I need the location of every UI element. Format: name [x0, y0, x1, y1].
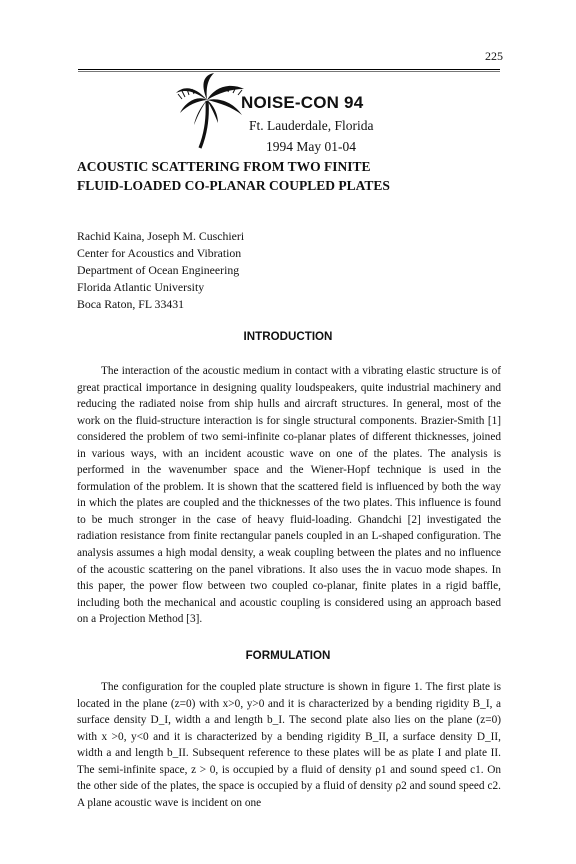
conference-name: NOISE-CON 94	[241, 93, 364, 112]
formulation-paragraph	[77, 679, 501, 811]
paper-title-line-1: ACOUSTIC SCATTERING FROM TWO FINITE	[77, 159, 371, 174]
introduction-paragraph	[77, 363, 501, 628]
author-block	[77, 228, 244, 313]
introduction-text: The interaction of the acoustic medium in contact with a vibrating elastic structure is of great practical importance in designing quality loudspeakers, quite industrial machinery and reducing the radiated noise from ship hulls and aircraft structures. In general, most of the work on the fluid-structure interaction is for single structural components. Brazier-Smith [1] considered the problem of two semi-infinite co-planar plates of different thicknesses, joined in various ways, with an incident acoustic wave on one of the plates. The analysis is performed in the wavenumber space and the Wiener-Hopf technique is used in the formulation of the problem. It is shown that the scattered field is influenced by both the way in which the plates are coupled and the thicknesses of the two plates. This influence is found to be much stronger in the case of heavy fluid-loading. Ghandchi [2] investigated the radiation resistance from finite rectangular panels coupled in an L-shaped configuration. The analysis assumes a high modal density, a weak coupling between the plates and no influence of the acoustic scattering on the panel vibrations. It also uses the in vacuo mode shapes. In this paper, the power flow between two coupled co-planar, finite plates in a rigid baffle, including both the mechanical and acoustic coupling is considered using an approach based on a Projection Method [3].	[77, 365, 501, 626]
page-number: 225	[485, 49, 503, 63]
header-rule	[78, 69, 500, 70]
formulation-heading: FORMULATION	[245, 649, 331, 662]
paper-title-line-2: FLUID-LOADED CO-PLANAR COUPLED PLATES	[77, 178, 390, 193]
conference-location: Ft. Lauderdale, Florida	[249, 118, 374, 133]
header-rule-thin	[78, 71, 500, 72]
formulation-text: The configuration for the coupled plate structure is shown in figure 1. The first plate is located in the plane (z=0) with x>0, y>0 and it is characterized by a bending rigidity B_I, a surface density D_I, width a and length b_I. The second plate also lies on the plane (z=0) with x >0, y<0 and it is characterized by a bending rigidity B_II, a surface density D_II, width a and length b_II. Subsequent reference to these plates will be as plate I and plate II. The semi-infinite space, z > 0, is occupied by a fluid of density ρ1 and sound speed c1. On the other side of the plates, the space is occupied by a fluid of density ρ2 and sound speed c2. A plane acoustic wave is incident on one	[77, 681, 501, 809]
affiliation-line: Department of Ocean Engineering	[77, 263, 240, 277]
palm-tree-icon	[176, 73, 248, 149]
paper-title	[77, 157, 390, 195]
conference-dates: 1994 May 01-04	[266, 139, 356, 154]
affiliation-line: Florida Atlantic University	[77, 280, 205, 294]
introduction-heading: INTRODUCTION	[243, 330, 333, 343]
affiliation-line: Boca Raton, FL 33431	[77, 297, 185, 311]
author-names: Rachid Kaina, Joseph M. Cuschieri	[77, 229, 245, 243]
affiliation-line: Center for Acoustics and Vibration	[77, 246, 242, 260]
